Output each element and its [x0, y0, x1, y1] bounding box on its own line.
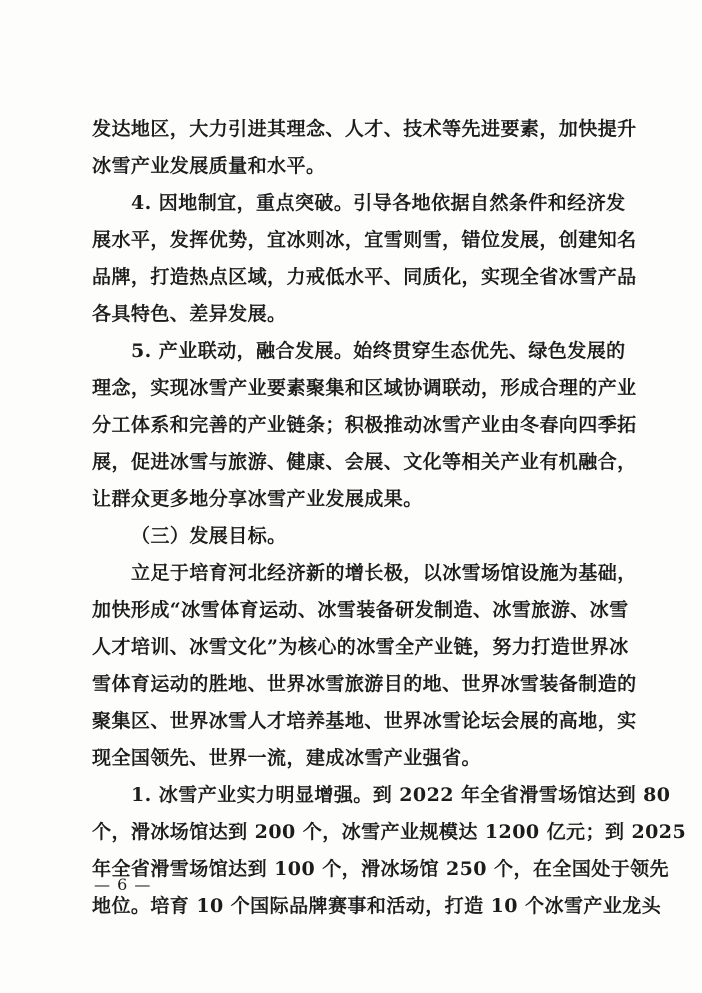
text-line: 各具特色、差异发展。 — [92, 303, 287, 325]
text-line: 4. 因地制宜，重点突破。引导各地依据自然条件和经济发 — [131, 192, 626, 214]
section-heading: （三）发展目标。 — [131, 525, 287, 547]
text-line: 雪体育运动的胜地、世界冰雪旅游目的地、世界冰雪装备制造的 — [92, 673, 637, 695]
text-line: 展，促进冰雪与旅游、健康、会展、文化等相关产业有机融合， — [92, 451, 637, 473]
text-line: 发达地区，大力引进其理念、人才、技术等先进要素，加快提升 — [92, 118, 637, 140]
text-line: 加快形成“冰雪体育运动、冰雪装备研发制造、冰雪旅游、冰雪 — [92, 599, 629, 621]
text-line: 立足于培育河北经济新的增长极，以冰雪场馆设施为基础， — [131, 562, 637, 584]
text-line: 冰雪产业发展质量和水平。 — [92, 155, 326, 177]
text-line: 聚集区、世界冰雪人才培养基地、世界冰雪论坛会展的高地，实 — [92, 710, 637, 732]
text-line: 理念，实现冰雪产业要素聚集和区域协调联动，形成合理的产业 — [92, 377, 637, 399]
text-line: 年全省滑雪场馆达到 100 个，滑冰场馆 250 个，在全国处于领先 — [92, 858, 670, 880]
text-line: 地位。培育 10 个国际品牌赛事和活动，打造 10 个冰雪产业龙头 — [92, 895, 662, 917]
text-line: 人才培训、冰雪文化”为核心的冰雪全产业链，努力打造世界冰 — [92, 636, 629, 658]
text-line: 分工体系和完善的产业链条；积极推动冰雪产业由冬春向四季拓 — [92, 414, 637, 436]
text-line: 5. 产业联动，融合发展。始终贯穿生态优先、绿色发展的 — [131, 340, 626, 362]
text-line: 展水平，发挥优势，宜冰则冰，宜雪则雪，错位发展，创建知名 — [92, 229, 637, 251]
text-line: 让群众更多地分享冰雪产业发展成果。 — [92, 488, 423, 510]
text-line: 现全国领先、世界一流，建成冰雪产业强省。 — [92, 747, 482, 769]
text-line: 个，滑冰场馆达到 200 个，冰雪产业规模达 1200 亿元；到 2025 — [92, 821, 687, 843]
text-line: 品牌，打造热点区域，力戒低水平、同质化，实现全省冰雪产品 — [92, 266, 637, 288]
text-line: 1. 冰雪产业实力明显增强。到 2022 年全省滑雪场馆达到 80 — [131, 784, 671, 806]
page-number: — 6 — — [94, 875, 152, 894]
